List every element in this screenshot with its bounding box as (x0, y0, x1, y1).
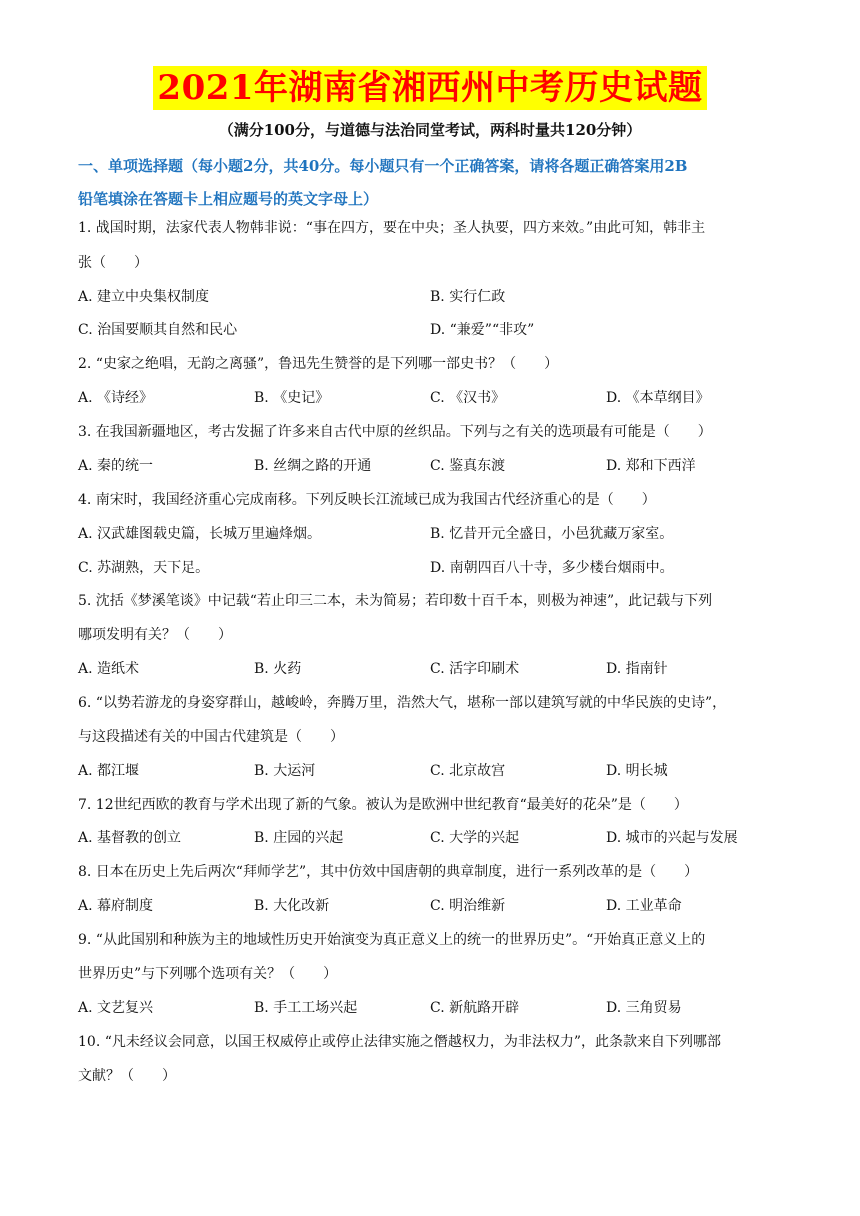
question-4-option-d: D. 南朝四百八十寺，多少楼台烟雨中。 (430, 560, 674, 576)
question-3-stem: 3. 在我国新疆地区，考古发掘了许多来自古代中原的丝织品。下列与之有关的选项最有可能是（ ） (78, 424, 712, 440)
title-wrap (0, 66, 860, 110)
question-3-option-b: B. 丝绸之路的开通 (254, 458, 372, 474)
question-6-option-a: A. 都江堰 (78, 763, 140, 779)
question-8-stem: 8. 日本在历史上先后两次“拜师学艺”，其中仿效中国唐朝的典章制度，进行一系列改革的是（ ） (78, 864, 699, 880)
question-9-option-a: A. 文艺复兴 (78, 1000, 154, 1016)
question-5-option-a: A. 造纸术 (78, 661, 140, 677)
question-1-stem-line-1: 1. 战国时期，法家代表人物韩非说：“事在四方，要在中央；圣人执要，四方来效。”由此可知，韩非主 (78, 220, 706, 236)
question-5-option-d: D. 指南针 (606, 661, 668, 677)
question-7-stem: 7. 12世纪西欧的教育与学术出现了新的气象。被认为是欧洲中世纪教育“最美好的花朵”是（ ） (78, 797, 688, 813)
question-2-option-b: B. 《史记》 (254, 390, 330, 406)
question-6-option-b: B. 大运河 (254, 763, 316, 779)
question-7-option-c: C. 大学的兴起 (430, 830, 520, 846)
question-9-option-b: B. 手工工场兴起 (254, 1000, 358, 1016)
exam-subtitle: （满分100分，与道德与法治同堂考试，两科时量共120分钟） (218, 121, 642, 139)
exam-title: 2021年湖南省湘西州中考历史试题 (153, 66, 706, 110)
question-7-option-a: A. 基督教的创立 (78, 830, 182, 846)
question-5-option-b: B. 火药 (254, 661, 302, 677)
question-5-option-c: C. 活字印刷术 (430, 661, 520, 677)
question-9-option-c: C. 新航路开辟 (430, 1000, 520, 1016)
question-6-stem-line-2: 与这段描述有关的中国古代建筑是（ ） (78, 729, 344, 745)
question-4-option-b: B. 忆昔开元全盛日，小邑犹藏万家室。 (430, 526, 674, 542)
question-9-stem-line-1: 9. “从此国别和种族为主的地域性历史开始演变为真正意义上的统一的世界历史”。“开始真正意义上的 (78, 932, 706, 948)
question-8-option-a: A. 幕府制度 (78, 898, 154, 914)
question-2-option-c: C. 《汉书》 (430, 390, 506, 406)
question-1-option-c: C. 治国要顺其自然和民心 (78, 322, 238, 338)
question-5-stem-line-1: 5. 沈括《梦溪笔谈》中记载“若止印三二本，未为简易；若印数十百千本，则极为神速”，此记载与下列 (78, 593, 713, 609)
question-4-stem: 4. 南宋时，我国经济重心完成南移。下列反映长江流域已成为我国古代经济重心的是（ ） (78, 492, 656, 508)
question-1-option-a: A. 建立中央集权制度 (78, 289, 210, 305)
question-7-option-b: B. 庄园的兴起 (254, 830, 344, 846)
section-heading (78, 150, 788, 216)
question-8-option-d: D. 工业革命 (606, 898, 682, 914)
question-9-stem-line-2: 世界历史”与下列哪个选项有关？（ ） (78, 966, 338, 982)
question-8-option-c: C. 明治维新 (430, 898, 506, 914)
question-10-stem-line-2: 文献？（ ） (78, 1068, 176, 1084)
question-3-option-c: C. 鉴真东渡 (430, 458, 506, 474)
question-1-option-b: B. 实行仁政 (430, 289, 506, 305)
question-6-stem-line-1: 6. “以势若游龙的身姿穿群山，越峻岭，奔腾万里，浩然大气，堪称一部以建筑写就的中华民族的史诗”， (78, 695, 727, 711)
question-5-stem-line-2: 哪项发明有关？（ ） (78, 627, 232, 643)
question-10-stem-line-1: 10. “凡未经议会同意，以国王权威停止或停止法律实施之僭越权力，为非法权力”，此条款来自下列哪部 (78, 1034, 722, 1050)
question-6-option-d: D. 明长城 (606, 763, 668, 779)
question-2-option-a: A. 《诗经》 (78, 390, 154, 406)
section-heading-line-1: 一、单项选择题（每小题2分，共40分。每小题只有一个正确答案，请将各题正确答案用2B (78, 157, 688, 175)
section-heading-line-2: 铅笔填涂在答题卡上相应题号的英文字母上） (78, 190, 379, 208)
question-3-option-a: A. 秦的统一 (78, 458, 154, 474)
question-3-option-d: D. 郑和下西洋 (606, 458, 696, 474)
question-2-option-d: D. 《本草纲目》 (606, 390, 710, 406)
question-4-option-a: A. 汉武雄图载史篇，长城万里遍烽烟。 (78, 526, 322, 542)
question-4-option-c: C. 苏湖熟，天下足。 (78, 560, 210, 576)
question-2-stem: 2. “史家之绝唱，无韵之离骚”，鲁迅先生赞誉的是下列哪一部史书？（ ） (78, 356, 559, 372)
question-6-option-c: C. 北京故宫 (430, 763, 506, 779)
question-8-option-b: B. 大化改新 (254, 898, 330, 914)
question-7-option-d: D. 城市的兴起与发展 (606, 830, 738, 846)
question-9-option-d: D. 三角贸易 (606, 1000, 682, 1016)
question-1-option-d: D. “兼爱”“非攻” (430, 322, 535, 338)
question-1-stem-line-2: 张（ ） (78, 255, 148, 271)
